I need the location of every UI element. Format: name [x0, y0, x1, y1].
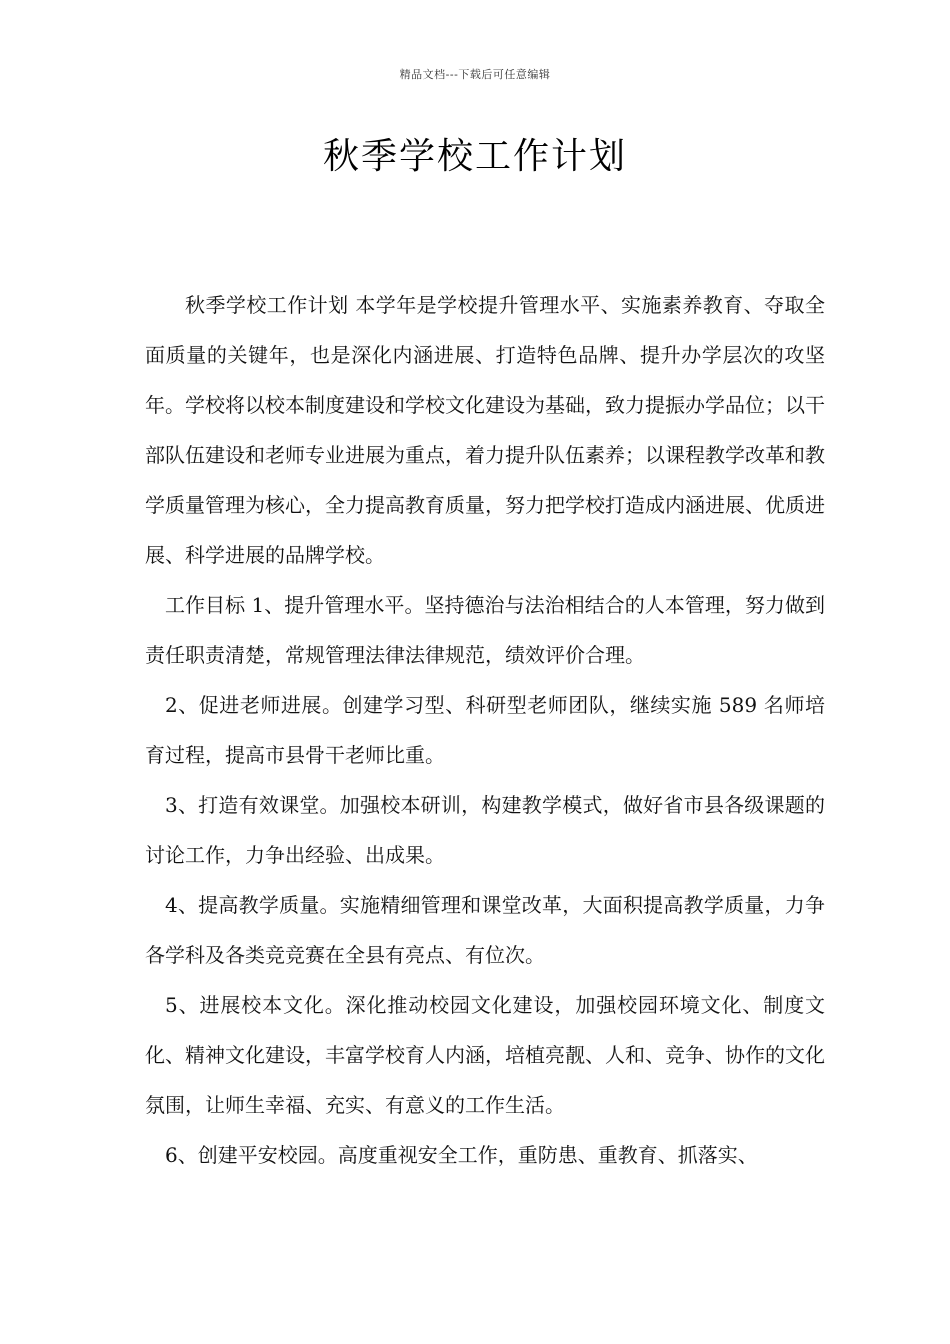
document-title: 秋季学校工作计划 — [322, 136, 627, 177]
intro-paragraph: 秋季学校工作计划 本学年是学校提升管理水平、实施素养教育、夺取全面质量的关键年，也是深化内涵进展、打造特色品牌、提升办学层次的攻坚年。学校将以校本制度建设和学校文化建设为基础，致力提振办学品位；以干部队伍建设和老师专业进展为重点，着力提升队伍素养；以课程教学改革和教学质量管理为核心，全力提高教育质量，努力把学校打造成内涵进展、优质进展、科学进展的品牌学校。 — [145, 293, 825, 567]
document-body — [145, 280, 825, 1180]
goal-paragraph-1: 工作目标 1、提升管理水平。坚持德治与法治相结合的人本管理，努力做到责任职责清楚，常规管理法律法律规范，绩效评价合理。 — [145, 593, 825, 667]
goal-paragraph-4: 4、提高教学质量。实施精细管理和课堂改革，大面积提高教学质量，力争各学科及各类竞竞赛在全县有亮点、有位次。 — [145, 893, 825, 967]
goal-paragraph-2: 2、促进老师进展。创建学习型、科研型老师团队，继续实施 589 名师培育过程，提高市县骨干老师比重。 — [145, 693, 825, 767]
goal-paragraph-6: 6、创建平安校园。高度重视安全工作，重防患、重教育、抓落实、 — [165, 1143, 758, 1167]
goal-paragraph-3: 3、打造有效课堂。加强校本研训，构建教学模式，做好省市县各级课题的讨论工作，力争出经验、出成果。 — [145, 793, 825, 867]
goal-paragraph-5: 5、进展校本文化。深化推动校园文化建设，加强校园环境文化、制度文化、精神文化建设，丰富学校育人内涵，培植亮靓、人和、竞争、协作的文化氛围，让师生幸福、充实、有意义的工作生活。 — [145, 993, 825, 1117]
header-note: 精品文档---下载后可任意编辑 — [399, 68, 551, 81]
